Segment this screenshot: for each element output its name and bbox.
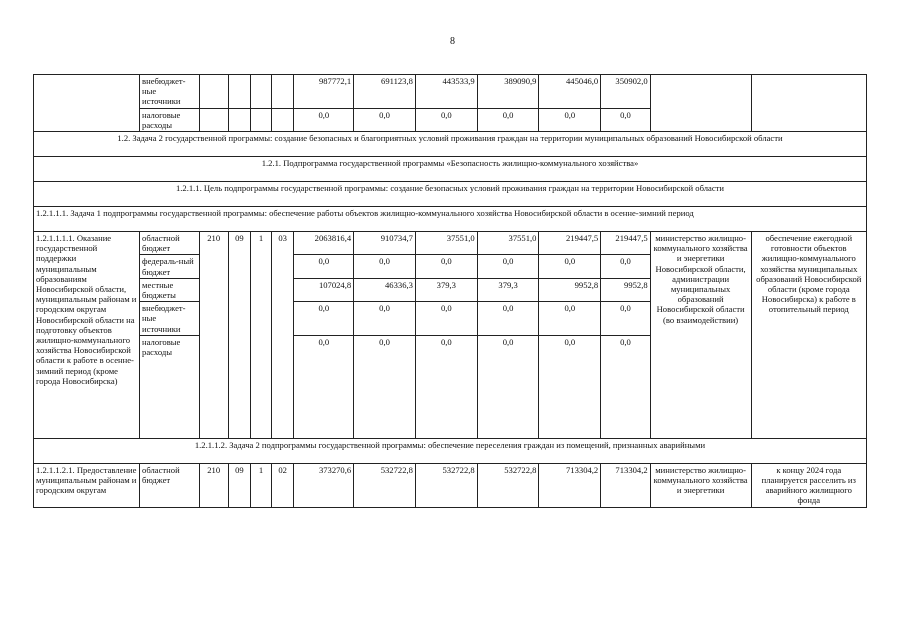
value-cell: 0,0 (477, 302, 539, 336)
table-row (34, 75, 867, 109)
empty-event-cell (34, 75, 140, 132)
empty-executor-cell (650, 75, 751, 132)
value-cell: 9952,8 (539, 278, 601, 301)
value-cell: 2063816,4 (294, 232, 354, 255)
value-cell: 0,0 (415, 108, 477, 131)
code-cell: 09 (228, 232, 251, 439)
source-cell: внебюджет-ные источники (140, 75, 200, 109)
value-cell: 0,0 (354, 302, 416, 336)
value-cell: 0,0 (601, 302, 650, 336)
value-cell: 0,0 (354, 255, 416, 278)
subtask-heading: 1.2.1.1.2. Задача 2 подпрограммы государственной программы: обеспечение переселения граждан из помещений, признанных аварийными (34, 438, 867, 463)
value-cell: 0,0 (354, 108, 416, 131)
goal-heading: 1.2.1.1. Цель подпрограммы государственной программы: создание безопасных условий проживания граждан на территории Новосибирской области (34, 182, 867, 207)
value-cell: 0,0 (294, 108, 354, 131)
value-cell: 443533,9 (415, 75, 477, 109)
value-cell: 0,0 (415, 255, 477, 278)
task-heading: 1.2. Задача 2 государственной программы: создание безопасных и благоприятных условий проживания граждан на территории муниципальных образований Новосибирской области (34, 132, 867, 157)
value-cell: 379,3 (415, 278, 477, 301)
value-cell: 37551,0 (415, 232, 477, 255)
value-cell: 987772,1 (294, 75, 354, 109)
subprogram-heading: 1.2.1. Подпрограмма государственной программы «Безопасность жилищно-коммунального хозяйства» (34, 157, 867, 182)
code-cell: 09 (228, 463, 251, 507)
value-cell: 0,0 (539, 255, 601, 278)
code-cell: 02 (271, 463, 294, 507)
source-cell: местные бюджеты (140, 278, 200, 301)
value-cell: 0,0 (415, 302, 477, 336)
value-cell: 532722,8 (477, 463, 539, 507)
value-cell: 0,0 (477, 335, 539, 438)
executor-cell: министерство жилищно-коммунального хозяйства и энергетики Новосибирской области, администрации муниципальных образований Новосибирской области (во взаимодействии) (650, 232, 751, 439)
value-cell: 0,0 (477, 108, 539, 131)
value-cell: 532722,8 (354, 463, 416, 507)
value-cell: 0,0 (415, 335, 477, 438)
subtask-heading: 1.2.1.1.1. Задача 1 подпрограммы государственной программы: обеспечение работы объектов жилищно-коммунального хозяйства Новосибирской области в осенне-зимний период (34, 207, 867, 232)
value-cell: 389090,9 (477, 75, 539, 109)
value-cell: 0,0 (601, 255, 650, 278)
value-cell: 0,0 (539, 335, 601, 438)
value-cell: 713304,2 (539, 463, 601, 507)
code-cell: 1 (251, 232, 272, 439)
event-name-cell: 1.2.1.1.2.1. Предоставление муниципальным районам и городским округам (34, 463, 140, 507)
source-cell: налоговые расходы (140, 108, 200, 131)
value-cell: 445046,0 (539, 75, 601, 109)
value-cell: 46336,3 (354, 278, 416, 301)
result-cell: обеспечение ежегодной готовности объектов жилищно-коммунального хозяйства муниципальных образований Новосибирской области (кроме города Новосибирска) к работе в отопительный период (751, 232, 866, 439)
result-cell: к концу 2024 года планируется расселить из аварийного жилищного фонда (751, 463, 866, 507)
value-cell: 379,3 (477, 278, 539, 301)
value-cell: 0,0 (539, 108, 601, 131)
empty-result-cell (751, 75, 866, 132)
value-cell: 0,0 (294, 255, 354, 278)
event-name-cell: 1.2.1.1.1.1. Оказание государственной поддержки муниципальным образованиям Новосибирской области, муниципальным районам и городским округам Новосибирской области на подготовку объектов жилищно-коммунального хозяйства Новосибирской области к работе в осенне-зимний период (кроме города Новосибирска) (34, 232, 140, 439)
table-row (34, 232, 867, 255)
value-cell: 107024,8 (294, 278, 354, 301)
code-cell: 210 (199, 232, 228, 439)
value-cell: 350902,0 (601, 75, 650, 109)
source-cell: внебюджет-ные источники (140, 302, 200, 336)
value-cell: 0,0 (539, 302, 601, 336)
source-cell: налоговые расходы (140, 335, 200, 438)
value-cell: 0,0 (294, 335, 354, 438)
value-cell: 9952,8 (601, 278, 650, 301)
value-cell: 691123,8 (354, 75, 416, 109)
source-cell: федераль-ный бюджет (140, 255, 200, 278)
table-row (34, 463, 867, 507)
program-table (33, 74, 867, 508)
page-number: 8 (450, 36, 455, 47)
value-cell: 910734,7 (354, 232, 416, 255)
value-cell: 0,0 (294, 302, 354, 336)
code-cell: 03 (271, 232, 294, 439)
executor-cell: министерство жилищно-коммунального хозяйства и энергетики (650, 463, 751, 507)
value-cell: 0,0 (477, 255, 539, 278)
code-cell: 1 (251, 463, 272, 507)
value-cell: 219447,5 (539, 232, 601, 255)
code-cell: 210 (199, 463, 228, 507)
source-cell: областной бюджет (140, 463, 200, 507)
value-cell: 37551,0 (477, 232, 539, 255)
value-cell: 532722,8 (415, 463, 477, 507)
value-cell: 0,0 (354, 335, 416, 438)
value-cell: 0,0 (601, 335, 650, 438)
value-cell: 0,0 (601, 108, 650, 131)
value-cell: 713304,2 (601, 463, 650, 507)
value-cell: 219447,5 (601, 232, 650, 255)
source-cell: областной бюджет (140, 232, 200, 255)
value-cell: 373270,6 (294, 463, 354, 507)
